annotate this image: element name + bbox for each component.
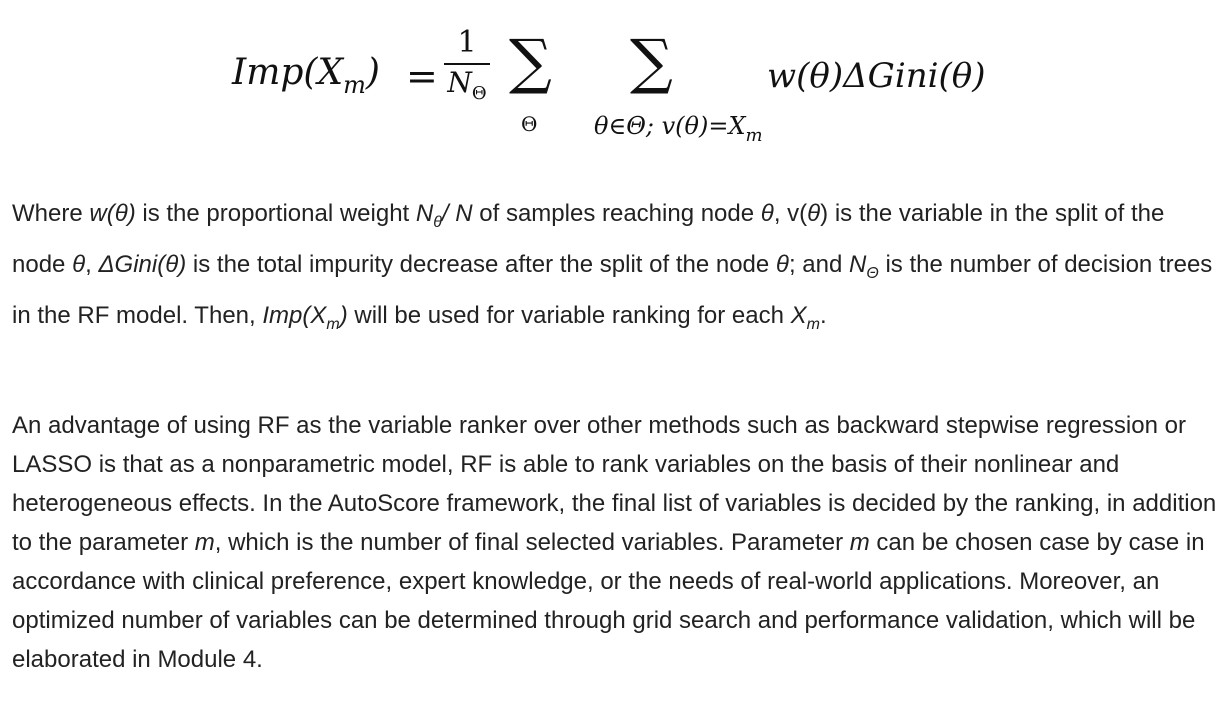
text-span: is the total impurity decrease after the split of the node (186, 251, 776, 278)
lhs-subscript: m (343, 71, 366, 99)
definition-paragraph (12, 190, 1217, 343)
fraction-numerator: 1 (457, 25, 477, 60)
text-span: ; and (788, 251, 849, 278)
parameter-m: m (849, 529, 870, 556)
text-span: is the proportional weight (135, 200, 416, 227)
weight-term-close: ) (127, 200, 136, 227)
tree-count-symbol: N (848, 251, 867, 278)
denominator-subscript: Θ (471, 83, 487, 104)
m-subscript: m (326, 316, 340, 333)
weight-term: w( (89, 200, 115, 227)
importance-term-close: ) (339, 302, 348, 329)
theta-symbol: θ (165, 251, 179, 278)
equation-lhs: $Imp(X_m)$ (232, 52, 380, 99)
summation-limit-outer: Θ (521, 112, 538, 136)
text-span: is the number of decision trees in the RF model. Then, (12, 251, 1213, 329)
equals-sign: = (406, 54, 438, 98)
text-span: Where (12, 200, 90, 227)
text-span: An advantage of using RF as the variable ranker over other methods such as backward stepwise regression or LASSO is that as a nonparametric model, RF is able to rank variables on the basis of their nonlinear and heterogeneous effects. In the AutoScore framework, the final list of variables is decided by the ranking, in addition to the parameter (12, 412, 1217, 556)
lhs-function-name: Imp (232, 52, 304, 93)
gini-term-close: ) (178, 251, 187, 278)
fraction-bar (444, 63, 490, 65)
fraction (442, 25, 492, 104)
theta-symbol: θ (114, 200, 128, 227)
summation-symbol-inner: ∑ (630, 27, 673, 97)
lhs-variable: X (317, 52, 344, 93)
importance-equation (0, 0, 1226, 170)
text-span: , v( (773, 200, 808, 227)
gini-term: ΔGini( (98, 251, 166, 278)
text-span: , which is the number of final selected variables. Parameter (214, 529, 850, 556)
parameter-m: m (194, 529, 215, 556)
variable-symbol: X (790, 302, 807, 329)
summation-limit-condition: θ∈Θ; v(θ)=X (594, 112, 746, 140)
text-span: of samples reaching node (472, 200, 761, 227)
denominator-symbol: N (447, 66, 472, 99)
theta-subscript: θ (433, 214, 442, 231)
fraction-denominator (442, 68, 492, 102)
theta-symbol: θ (775, 251, 789, 278)
text-span: will be used for variable ranking for each (347, 302, 791, 329)
text-span: , (85, 251, 99, 278)
total-count-term: / N (441, 200, 473, 227)
node-count-symbol: N (415, 200, 434, 227)
summation-limit-inner (594, 112, 763, 146)
advantage-paragraph (12, 406, 1217, 679)
text-span: ) is the variable in the split of the node (12, 200, 1165, 278)
text-span: . (819, 302, 827, 329)
equation-rhs: w(θ)ΔGini(θ) (767, 56, 986, 96)
theta-symbol: θ (72, 251, 86, 278)
summation-symbol-outer: ∑ (509, 27, 552, 97)
theta-symbol: θ (807, 200, 821, 227)
m-subscript: m (806, 316, 820, 333)
summation-limit-subscript: m (745, 125, 763, 146)
theta-capital-subscript: Θ (866, 265, 879, 282)
theta-symbol: θ (760, 200, 774, 227)
text-span: can be chosen case by case in accordance with clinical preference, expert knowledge, or the needs of real-world applications. Moreover, an optimized number of variables can be determined through grid search and performance validation, which will be elaborated in Module 4. (12, 529, 1205, 673)
importance-term: Imp(X (262, 302, 327, 329)
